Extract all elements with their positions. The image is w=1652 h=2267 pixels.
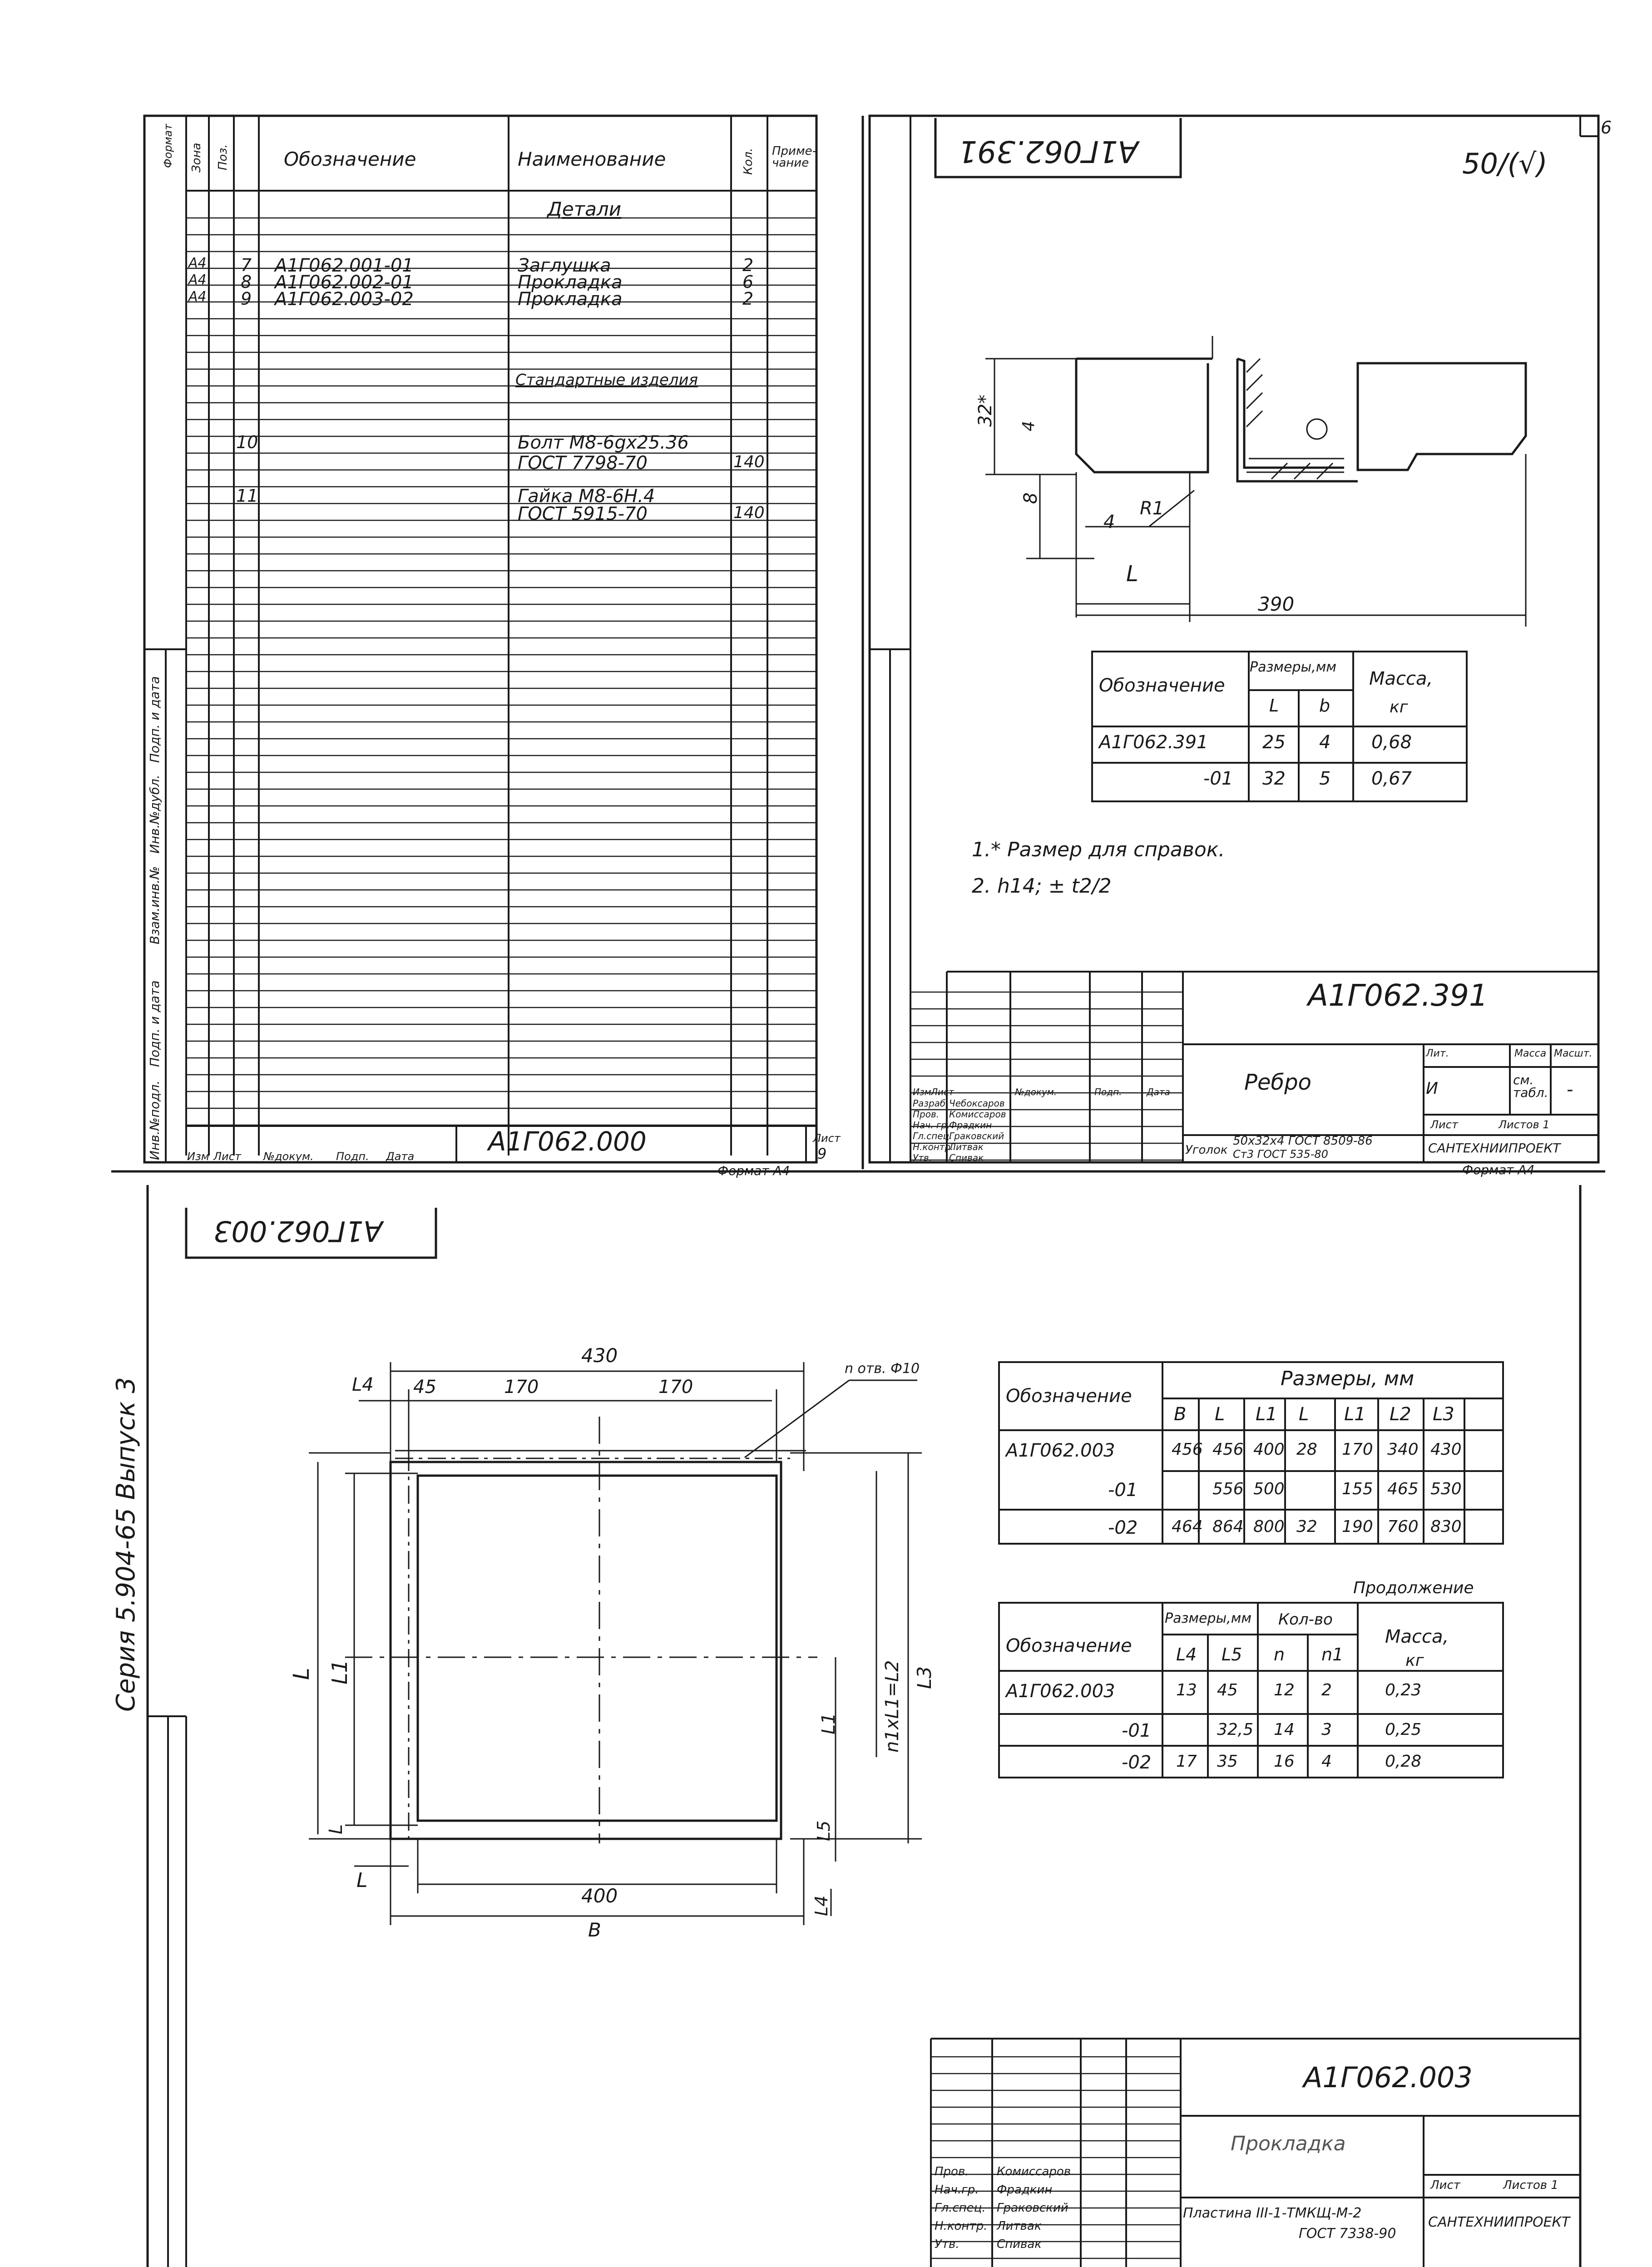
g2-cell: 0,23 <box>1385 1681 1422 1699</box>
spec-footer-col-list: Лист <box>213 1150 241 1163</box>
spec-header-zone: Зона <box>190 143 203 173</box>
spec-side-label-3: Инв.№дубл. <box>147 775 162 854</box>
spec-std-pos: 10 <box>236 432 258 452</box>
rib-th-mass: Масса, <box>1369 668 1433 689</box>
g1-cell: 864 <box>1212 1517 1244 1536</box>
spec-section-details: Детали <box>547 198 621 220</box>
gasket-tb-person: Комиссаров <box>997 2165 1071 2178</box>
g1-cell: 28 <box>1296 1440 1317 1459</box>
gasket-tb-role: Утв. <box>935 2237 960 2251</box>
rib-row-0-b: 4 <box>1319 732 1331 753</box>
gasket-dim-L2: n1xL1=L2 <box>882 1660 903 1753</box>
rib-stamp: А1Г062.391 <box>958 134 1138 169</box>
g2-th-designation: Обозначение <box>1006 1635 1132 1656</box>
rib-row-0-designation: А1Г062.391 <box>1099 732 1208 753</box>
g2-cell: 13 <box>1176 1681 1197 1699</box>
spec-row-designation: А1Г062.001-01 <box>275 255 414 276</box>
spec-format-label: Формат А4 <box>717 1163 790 1178</box>
spec-std-name: Гайка М8-6Н.4 <box>518 486 655 507</box>
g2-cell: 17 <box>1176 1752 1197 1771</box>
spec-header-name: Наименование <box>518 148 666 170</box>
spec-sheet-label: Лист <box>813 1132 841 1145</box>
gasket-dim-170b: 170 <box>658 1377 693 1398</box>
gasket-tb-name: Прокладка <box>1231 2132 1346 2155</box>
rib-roughness: 50/(√) <box>1462 147 1548 180</box>
rib-row-0-mass: 0,68 <box>1371 732 1412 753</box>
rib-tb-person: Спивак <box>949 1152 984 1163</box>
spec-row-designation: А1Г062.002-01 <box>275 272 414 293</box>
gasket-tb-org: САНТЕХНИИПРОЕКТ <box>1428 2214 1570 2230</box>
spec-std-qty: 140 <box>733 453 765 471</box>
spec-footer-col-sign: Подп. <box>336 1150 369 1163</box>
rib-tb-col-izm: Изм <box>913 1087 931 1097</box>
gasket-tb-role: Гл.спец. <box>935 2201 986 2215</box>
spec-std-name: ГОСТ 5915-70 <box>518 504 648 524</box>
rib-th-sizes: Размеры,мм <box>1250 659 1337 675</box>
gasket-dim-B: B <box>588 1919 601 1941</box>
rib-tb-scale-val: - <box>1567 1079 1573 1100</box>
gasket-tb-role: Нач.гр. <box>935 2183 979 2197</box>
rib-row-0-l: 25 <box>1262 732 1286 753</box>
spec-footer-col-izm: Изм <box>187 1150 209 1163</box>
spec-row-pos: 8 <box>241 272 252 292</box>
rib-tb-role: Утв. <box>913 1152 932 1163</box>
g1-cell: 760 <box>1387 1517 1419 1536</box>
rib-tb-mass: Масса <box>1514 1048 1547 1059</box>
gasket-tb-material-2: ГОСТ 7338-90 <box>1299 2226 1396 2242</box>
rib-tb-person: Комиссаров <box>949 1109 1006 1120</box>
g1-cell: 170 <box>1342 1440 1373 1459</box>
g1-cell: 456 <box>1212 1440 1244 1459</box>
rib-tb-role: Гл.спец. <box>913 1131 952 1141</box>
rib-th-b: b <box>1319 696 1331 716</box>
g1-col-header: L3 <box>1433 1404 1454 1425</box>
g1-cell: 800 <box>1253 1517 1285 1536</box>
spec-side-label-2: Взам.инв.№ <box>147 866 162 944</box>
rib-tb-person: Литвак <box>949 1141 984 1152</box>
g2-col-header: n <box>1274 1645 1285 1664</box>
rib-tb-sheets: Листов 1 <box>1499 1118 1550 1131</box>
gasket-dim-l4: L4 <box>352 1374 374 1395</box>
g2-th-kg: кг <box>1405 1651 1424 1670</box>
g2-th-mass: Масса, <box>1385 1626 1449 1647</box>
g1-col-header: B <box>1174 1404 1187 1425</box>
gasket-tb-sheets: Листов 1 <box>1503 2178 1558 2192</box>
rib-tb-lit: Лит. <box>1426 1048 1449 1059</box>
g2-cell: А1Г062.003 <box>1006 1681 1115 1702</box>
rib-row-1-mass: 0,67 <box>1371 768 1412 789</box>
gasket-dim-L: L <box>289 1668 314 1680</box>
rib-dim-t4: 4 <box>1019 421 1038 431</box>
rib-row-1-b: 5 <box>1319 768 1331 789</box>
spec-footer-doc: А1Г062.000 <box>488 1126 647 1157</box>
rib-tb-col-date: Дата <box>1147 1087 1170 1097</box>
gasket-dim-l: L <box>326 1824 346 1834</box>
spec-side-label-0: Инв.№подл. <box>147 1080 162 1160</box>
spec-header-note: Приме-чание <box>772 144 816 170</box>
rib-tb-name: Ребро <box>1244 1070 1311 1095</box>
spec-std-pos: 11 <box>236 486 258 506</box>
spec-section-standard: Стандартные изделия <box>515 371 698 389</box>
spec-row-format: А4 <box>188 255 207 271</box>
spec-row-designation: А1Г062.003-02 <box>275 289 414 310</box>
spec-header-designation: Обозначение <box>284 148 416 170</box>
g1-cell: -01 <box>1108 1480 1138 1501</box>
gasket-tb-person: Граковский <box>997 2201 1068 2215</box>
gasket-dim-L1b: L1 <box>818 1713 839 1734</box>
rib-dim-t4b: 4 <box>1103 512 1115 533</box>
gasket-stamp: А1Г062.003 <box>213 1215 383 1248</box>
rib-format-label: Формат А4 <box>1462 1162 1535 1177</box>
spec-row-name: Прокладка <box>518 272 623 293</box>
gasket-tb-doc: А1Г062.003 <box>1303 2061 1473 2094</box>
gasket-dim-holes: n отв. Ф10 <box>845 1361 920 1377</box>
gasket-dim-430: 430 <box>581 1344 618 1367</box>
spec-side-label-4: Подп. и дата <box>147 676 162 763</box>
spec-side-label-1: Подп. и дата <box>147 980 162 1067</box>
g1-col-header: L1 <box>1344 1404 1366 1425</box>
g2-cell: -02 <box>1122 1752 1152 1773</box>
g2-th-qty: Кол-во <box>1278 1610 1333 1629</box>
rib-tb-lit-val: И <box>1426 1079 1438 1098</box>
g1-cell: 465 <box>1387 1480 1419 1498</box>
g2-cell: 16 <box>1274 1752 1295 1771</box>
g2-cell: 0,25 <box>1385 1720 1422 1739</box>
rib-th-designation: Обозначение <box>1099 675 1225 696</box>
spec-row-qty: 6 <box>742 272 754 292</box>
page-number: 6 <box>1601 118 1612 138</box>
gasket-dim-L5: L5 <box>814 1820 834 1841</box>
g1-cell: 190 <box>1342 1517 1373 1536</box>
gasket-tb-sheet: Лист <box>1430 2178 1460 2192</box>
rib-tb-col-sign: Подп. <box>1094 1087 1122 1097</box>
g2-cell: 0,28 <box>1385 1752 1422 1771</box>
g2-cell: 14 <box>1274 1720 1295 1739</box>
gasket-dim-45: 45 <box>413 1377 436 1398</box>
g1-cell: 430 <box>1430 1440 1462 1459</box>
rib-dim-l: L <box>1126 561 1138 587</box>
gasket-continuation: Продолжение <box>1353 1579 1474 1597</box>
g2-cell: 45 <box>1217 1681 1238 1699</box>
rib-tb-material-1: Уголок <box>1185 1143 1228 1157</box>
spec-row-name: Заглушка <box>518 255 611 276</box>
gasket-tb-person: Фрадкин <box>997 2183 1053 2197</box>
spec-footer-col-date: Дата <box>386 1150 415 1163</box>
g2-cell: 3 <box>1321 1720 1332 1739</box>
g1-cell: 500 <box>1253 1480 1285 1498</box>
g1-cell: А1Г062.003 <box>1006 1440 1115 1461</box>
g1-th-designation: Обозначение <box>1006 1386 1132 1407</box>
spec-footer-col-doc: №докум. <box>263 1150 314 1163</box>
g2-col-header: L4 <box>1176 1645 1197 1664</box>
spec-header-qty: Кол. <box>742 148 755 175</box>
rib-note-1: 1.* Размер для справок. <box>972 838 1225 861</box>
spec-row-pos: 7 <box>241 255 252 275</box>
g1-cell: 456 <box>1172 1440 1203 1459</box>
g2-cell: 12 <box>1274 1681 1295 1699</box>
g1-cell: 530 <box>1430 1480 1462 1498</box>
spec-row-format: А4 <box>188 272 207 288</box>
spec-row-qty: 2 <box>742 289 754 309</box>
rib-tb-col-doc: №докум. <box>1015 1087 1057 1097</box>
g1-cell: 400 <box>1253 1440 1285 1459</box>
g1-cell: 155 <box>1342 1480 1373 1498</box>
g2-cell: 32,5 <box>1217 1720 1254 1739</box>
rib-tb-mass-val: см. табл. <box>1513 1072 1548 1100</box>
gasket-dim-L4b: L4 <box>811 1895 831 1916</box>
rib-dim-r1: R1 <box>1140 498 1164 519</box>
spec-row-qty: 2 <box>742 255 754 275</box>
g1-cell: 464 <box>1172 1517 1203 1536</box>
spec-sheet-no: 9 <box>817 1145 827 1162</box>
g1-col-header: L <box>1299 1404 1309 1425</box>
rib-tb-material-3: Ст3 ГОСТ 535-80 <box>1233 1148 1328 1161</box>
g2-th-sizes: Размеры,мм <box>1165 1610 1252 1626</box>
rib-th-kg: кг <box>1390 698 1408 716</box>
rib-tb-col-list: Лист <box>931 1087 954 1097</box>
gasket-tb-role: Пров. <box>935 2165 969 2178</box>
rib-dim-len: 390 <box>1258 593 1295 615</box>
rib-tb-scale: Масшт. <box>1554 1048 1593 1059</box>
g1-cell: 340 <box>1387 1440 1419 1459</box>
spec-std-qty: 140 <box>733 504 765 522</box>
rib-tb-role: Нач. гр. <box>913 1120 950 1131</box>
g1-cell: -02 <box>1108 1517 1138 1538</box>
rib-tb-person: Фрадкин <box>949 1120 992 1131</box>
rib-tb-sheet: Лист <box>1430 1118 1458 1131</box>
spec-header-format: Формат <box>162 123 174 168</box>
gasket-dim-L1: L1 <box>327 1660 352 1684</box>
spec-std-name: ГОСТ 7798-70 <box>518 453 648 474</box>
gasket-tb-role: Н.контр. <box>935 2219 988 2233</box>
rib-note-2: 2. h14; ± t2/2 <box>972 874 1112 898</box>
g2-cell: -01 <box>1122 1720 1152 1741</box>
rib-dim-h32: 32* <box>975 395 996 427</box>
gasket-tb-person: Спивак <box>997 2237 1042 2251</box>
rib-tb-material-2: 50x32x4 ГОСТ 8509-86 <box>1233 1134 1373 1148</box>
gasket-dim-170a: 170 <box>504 1377 539 1398</box>
spec-row-format: А4 <box>188 289 207 305</box>
g1-cell: 556 <box>1212 1480 1244 1498</box>
gasket-tb-material-1: Пластина III-1-ТМКЩ-М-2 <box>1183 2205 1362 2221</box>
g1-col-header: L1 <box>1256 1404 1277 1425</box>
gasket-dim-400: 400 <box>581 1885 618 1907</box>
gasket-tb-person: Литвак <box>997 2219 1042 2233</box>
g1-col-header: L2 <box>1390 1404 1411 1425</box>
g1-cell: 830 <box>1430 1517 1462 1536</box>
rib-tb-doc: А1Г062.391 <box>1308 978 1488 1013</box>
g2-cell: 2 <box>1321 1681 1332 1699</box>
series-label: Серия 5.904-65 Выпуск 3 <box>111 1377 141 1712</box>
rib-tb-person: Чебоксаров <box>949 1098 1005 1109</box>
g1-cell: 32 <box>1296 1517 1317 1536</box>
gasket-dim-L-bottom: L <box>356 1869 368 1892</box>
g1-col-header: L <box>1215 1404 1225 1425</box>
spec-row-pos: 9 <box>241 289 252 309</box>
spec-header-pos: Поз. <box>216 144 230 170</box>
rib-tb-org: САНТЕХНИИПРОЕКТ <box>1428 1141 1561 1156</box>
rib-row-1-l: 32 <box>1262 768 1286 789</box>
g2-cell: 4 <box>1321 1752 1332 1771</box>
g2-col-header: L5 <box>1222 1645 1242 1664</box>
rib-tb-role: Разраб. <box>913 1098 949 1109</box>
g2-cell: 35 <box>1217 1752 1238 1771</box>
rib-dim-b: 8 <box>1020 492 1041 504</box>
gasket-dim-L3: L3 <box>913 1666 935 1689</box>
spec-std-name: Болт М8-6gx25.36 <box>518 432 689 453</box>
rib-tb-role: Н.контр. <box>913 1141 954 1152</box>
rib-row-1-designation: -01 <box>1203 768 1233 789</box>
rib-tb-person: Граковский <box>949 1131 1004 1141</box>
rib-th-l: L <box>1269 696 1279 716</box>
spec-row-name: Прокладка <box>518 289 623 310</box>
rib-tb-role: Пров. <box>913 1109 940 1120</box>
g2-col-header: n1 <box>1321 1645 1344 1664</box>
g1-th-sizes: Размеры, мм <box>1281 1367 1415 1390</box>
